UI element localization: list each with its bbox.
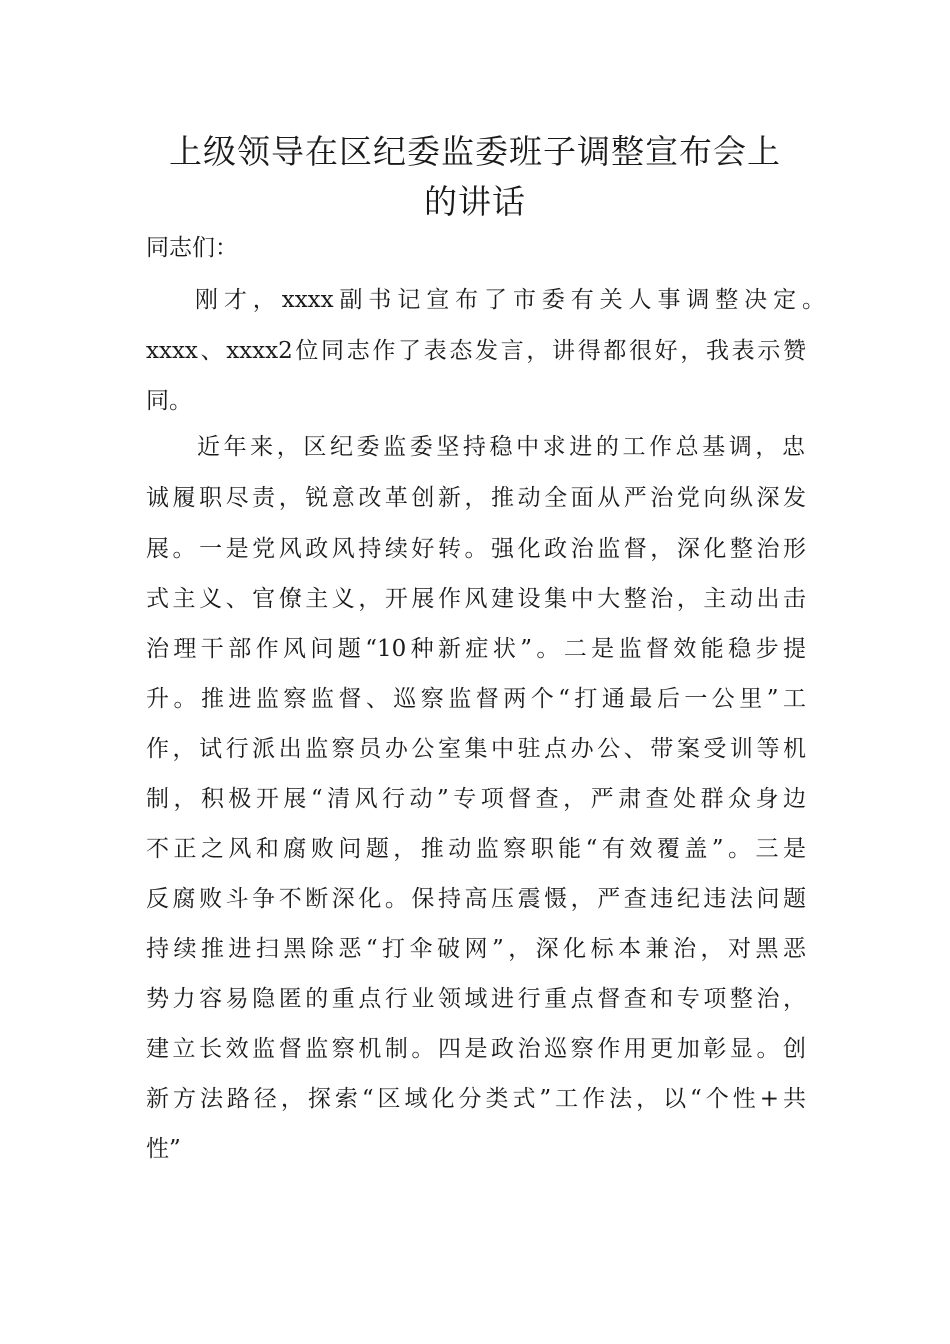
paragraph-2-line: 建立长效监督监察机制。四是政治巡察作用更加彰显。创 <box>146 1036 806 1062</box>
paragraph-1-line: xxxx、xxxx2位同志作了表态发言，讲得都很好，我表示赞 <box>146 338 806 364</box>
paragraph-2-line: 性” <box>146 1136 181 1162</box>
paragraph-1-line: 同。 <box>146 388 192 414</box>
document-title-line-1: 上级领导在区纪委监委班子调整宣布会上 <box>169 132 781 171</box>
paragraph-2-line: 诚履职尽责，锐意改革创新，推动全面从严治党向纵深发 <box>146 485 806 511</box>
paragraph-2-line: 治理干部作风问题“10种新症状”。二是监督效能稳步提 <box>146 636 806 662</box>
paragraph-2-line: 持续推进扫黑除恶“打伞破网”，深化标本兼治，对黑恶 <box>146 936 806 962</box>
paragraph-2-line: 反腐败斗争不断深化。保持高压震慑，严查违纪违法问题 <box>146 886 806 912</box>
paragraph-2-line: 式主义、官僚主义，开展作风建设集中大整治，主动出击 <box>146 586 806 612</box>
paragraph-2-line: 升。推进监察监督、巡察监督两个“打通最后一公里”工 <box>146 686 806 712</box>
salutation: 同志们： <box>146 235 238 261</box>
document-title-line-2: 的讲话 <box>424 182 526 221</box>
paragraph-2-line: 不正之风和腐败问题，推动监察职能“有效覆盖”。三是 <box>146 836 806 862</box>
paragraph-2-line: 新方法路径，探索“区域化分类式”工作法，以“个性+共 <box>146 1086 806 1112</box>
paragraph-2-line: 展。一是党风政风持续好转。强化政治监督，深化整治形 <box>146 536 806 562</box>
paragraph-2-line: 制，积极开展“清风行动”专项督查，严肃查处群众身边 <box>146 786 806 812</box>
paragraph-2-line: 近年来，区纪委监委坚持稳中求进的工作总基调，忠 <box>197 434 805 460</box>
paragraph-2-line: 作，试行派出监察员办公室集中驻点办公、带案受训等机 <box>146 736 806 762</box>
paragraph-2-line: 势力容易隐匿的重点行业领域进行重点督查和专项整治， <box>146 986 806 1012</box>
paragraph-1-line: 刚才，xxxx副书记宣布了市委有关人事调整决定。 <box>195 287 825 313</box>
